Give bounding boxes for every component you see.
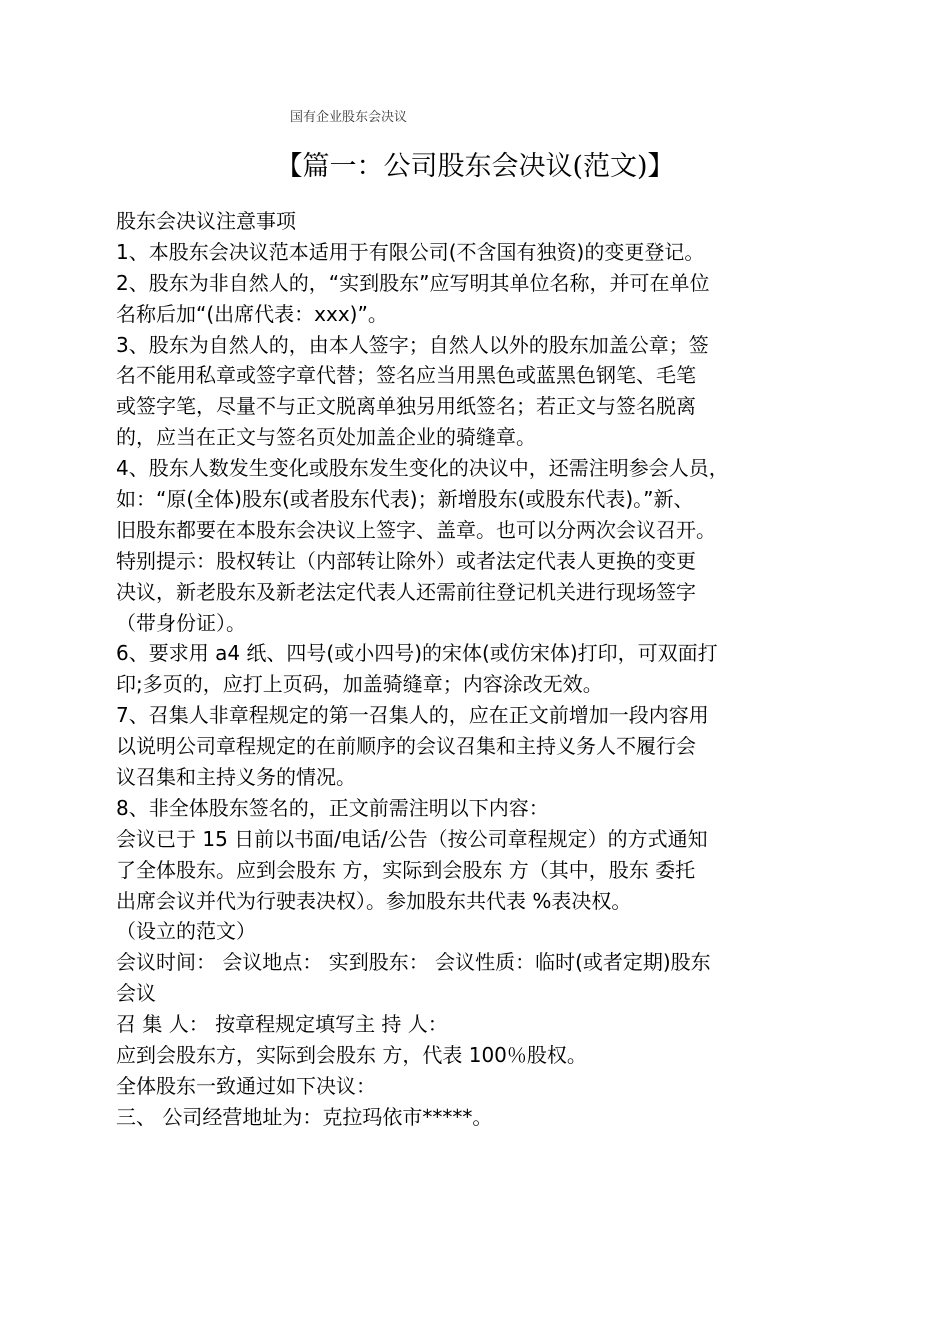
section-heading: 股东会决议注意事项 [116,209,296,233]
body-line: 6、要求用 a4 纸、四号(或小四号)的宋体(或仿宋体)打印，可双面打 [116,641,718,666]
body-line: 议召集和主持义务的情况。 [116,765,356,790]
body-line: 全体股东一致通过如下决议： [116,1073,376,1098]
body-line: 名称后加“(出席代表：xxx)”。 [116,301,388,326]
body-line: 4、股东人数发生变化或股东发生变化的决议中，还需注明参会人员， [116,456,729,481]
body-line: （设立的范文） [116,919,256,944]
body-line: 1、本股东会决议范本适用于有限公司(不含国有独资)的变更登记。 [116,239,705,264]
body-line: 如：“原(全体)股东(或者股东代表)；新增股东(或股东代表)。”新、 [116,487,694,512]
body-line: 决议，新老股东及新老法定代表人还需前往登记机关进行现场签字 [116,579,696,604]
body-line: 2、股东为非自然人的，“实到股东”应写明其单位名称，并可在单位 [116,270,710,295]
body-line: 或签字笔，尽量不与正文脱离单独另用纸签名；若正文与签名脱离 [116,394,696,419]
body-line: 的，应当在正文与签名页处加盖企业的骑缝章。 [116,425,536,450]
body-line: 特别提示：股权转让（内部转让除外）或者法定代表人更换的变更 [116,548,696,573]
body-line: 8、非全体股东签名的，正文前需注明以下内容： [116,795,549,820]
document-title: 【篇一：公司股东会决议(范文)】 [275,151,675,182]
body-line: 了全体股东。应到会股东 方，实际到会股东 方（其中，股东 委托 [116,857,696,882]
body-line: 会议 [116,981,156,1006]
body-line: 旧股东都要在本股东会决议上签字、盖章。也可以分两次会议召开。 [116,517,716,542]
body-line: 召 集 人： 按章程规定填写主 持 人： [116,1012,448,1037]
body-line: 应到会股东方，实际到会股东 方，代表 100％股权。 [116,1043,587,1068]
body-line: 名不能用私章或签字章代替；签名应当用黑色或蓝黑色钢笔、毛笔 [116,363,696,388]
body-line: 会议时间： 会议地点： 实到股东： 会议性质：临时(或者定期)股东 [116,950,711,975]
body-line: （带身份证）。 [116,610,246,635]
body-line: 会议已于 15 日前以书面/电话/公告（按公司章程规定）的方式通知 [116,826,708,851]
body-line: 出席会议并代为行驶表决权）。参加股东共代表 %表决权。 [116,888,632,913]
body-line: 7、召集人非章程规定的第一召集人的，应在正文前增加一段内容用 [116,703,709,728]
body-line: 以说明公司章程规定的在前顺序的会议召集和主持义务人不履行会 [116,734,696,759]
body-line: 三、 公司经营地址为：克拉玛依市*****。 [116,1104,493,1129]
body-line: 印;多页的，应打上页码，加盖骑缝章；内容涂改无效。 [116,672,603,697]
document-body [116,206,844,1133]
header-note: 国有企业股东会决议 [290,110,408,125]
body-line: 3、股东为自然人的，由本人签字；自然人以外的股东加盖公章；签 [116,332,709,357]
